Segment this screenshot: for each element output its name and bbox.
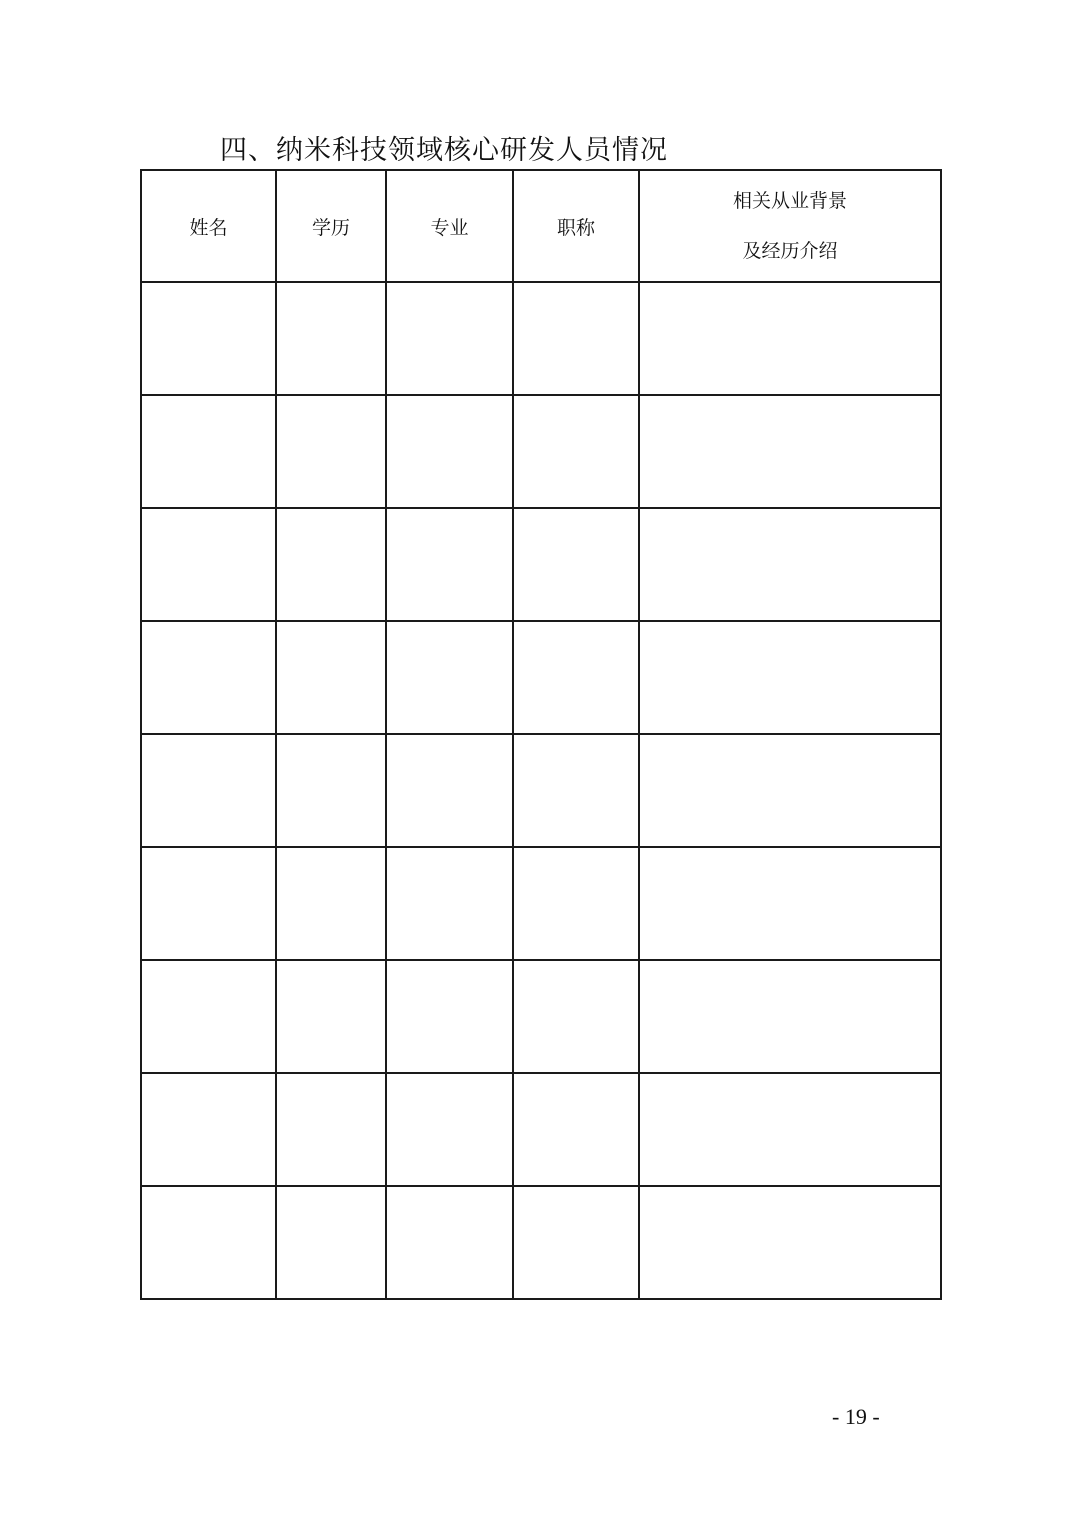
cell-background[interactable]	[639, 282, 941, 395]
cell-job-title[interactable]	[513, 734, 639, 847]
table-row	[141, 1186, 941, 1299]
table-row	[141, 508, 941, 621]
cell-education[interactable]	[276, 621, 386, 734]
cell-education[interactable]	[276, 508, 386, 621]
cell-name[interactable]	[141, 847, 276, 960]
table-row	[141, 621, 941, 734]
cell-job-title[interactable]	[513, 847, 639, 960]
cell-job-title[interactable]	[513, 960, 639, 1073]
cell-name[interactable]	[141, 508, 276, 621]
page-number: - 19 -	[832, 1404, 880, 1429]
header-background	[639, 170, 941, 282]
cell-education[interactable]	[276, 1073, 386, 1186]
cell-name[interactable]	[141, 621, 276, 734]
cell-job-title[interactable]	[513, 508, 639, 621]
cell-background[interactable]	[639, 621, 941, 734]
cell-education[interactable]	[276, 282, 386, 395]
cell-education[interactable]	[276, 734, 386, 847]
cell-background[interactable]	[639, 395, 941, 508]
cell-major[interactable]	[386, 1186, 513, 1299]
table-row	[141, 395, 941, 508]
table-header-row	[141, 170, 941, 282]
cell-education[interactable]	[276, 395, 386, 508]
cell-job-title[interactable]	[513, 1073, 639, 1186]
cell-job-title[interactable]	[513, 395, 639, 508]
cell-job-title[interactable]	[513, 1186, 639, 1299]
table-row	[141, 960, 941, 1073]
header-name: 姓名	[141, 170, 276, 282]
cell-education[interactable]	[276, 1186, 386, 1299]
cell-major[interactable]	[386, 395, 513, 508]
table-row	[141, 1073, 941, 1186]
table-row	[141, 282, 941, 395]
cell-major[interactable]	[386, 508, 513, 621]
cell-major[interactable]	[386, 621, 513, 734]
cell-background[interactable]	[639, 847, 941, 960]
section-title: 四、纳米科技领域核心研发人员情况	[220, 135, 668, 166]
cell-name[interactable]	[141, 1186, 276, 1299]
cell-background[interactable]	[639, 1186, 941, 1299]
header-major: 专业	[386, 170, 513, 282]
cell-job-title[interactable]	[513, 621, 639, 734]
cell-major[interactable]	[386, 847, 513, 960]
cell-major[interactable]	[386, 1073, 513, 1186]
cell-name[interactable]	[141, 734, 276, 847]
cell-name[interactable]	[141, 395, 276, 508]
cell-background[interactable]	[639, 1073, 941, 1186]
staff-table	[140, 169, 942, 1300]
table-row	[141, 734, 941, 847]
cell-background[interactable]	[639, 508, 941, 621]
cell-name[interactable]	[141, 282, 276, 395]
cell-major[interactable]	[386, 960, 513, 1073]
table-row	[141, 847, 941, 960]
cell-education[interactable]	[276, 960, 386, 1073]
cell-major[interactable]	[386, 734, 513, 847]
cell-name[interactable]	[141, 1073, 276, 1186]
header-background-line1: 相关从业背景	[732, 190, 847, 212]
cell-background[interactable]	[639, 960, 941, 1073]
cell-background[interactable]	[639, 734, 941, 847]
cell-education[interactable]	[276, 847, 386, 960]
cell-job-title[interactable]	[513, 282, 639, 395]
cell-name[interactable]	[141, 960, 276, 1073]
header-education: 学历	[276, 170, 386, 282]
header-job-title: 职称	[513, 170, 639, 282]
header-background-line2: 及经历介绍	[742, 240, 838, 262]
table-body	[141, 282, 941, 1299]
cell-major[interactable]	[386, 282, 513, 395]
